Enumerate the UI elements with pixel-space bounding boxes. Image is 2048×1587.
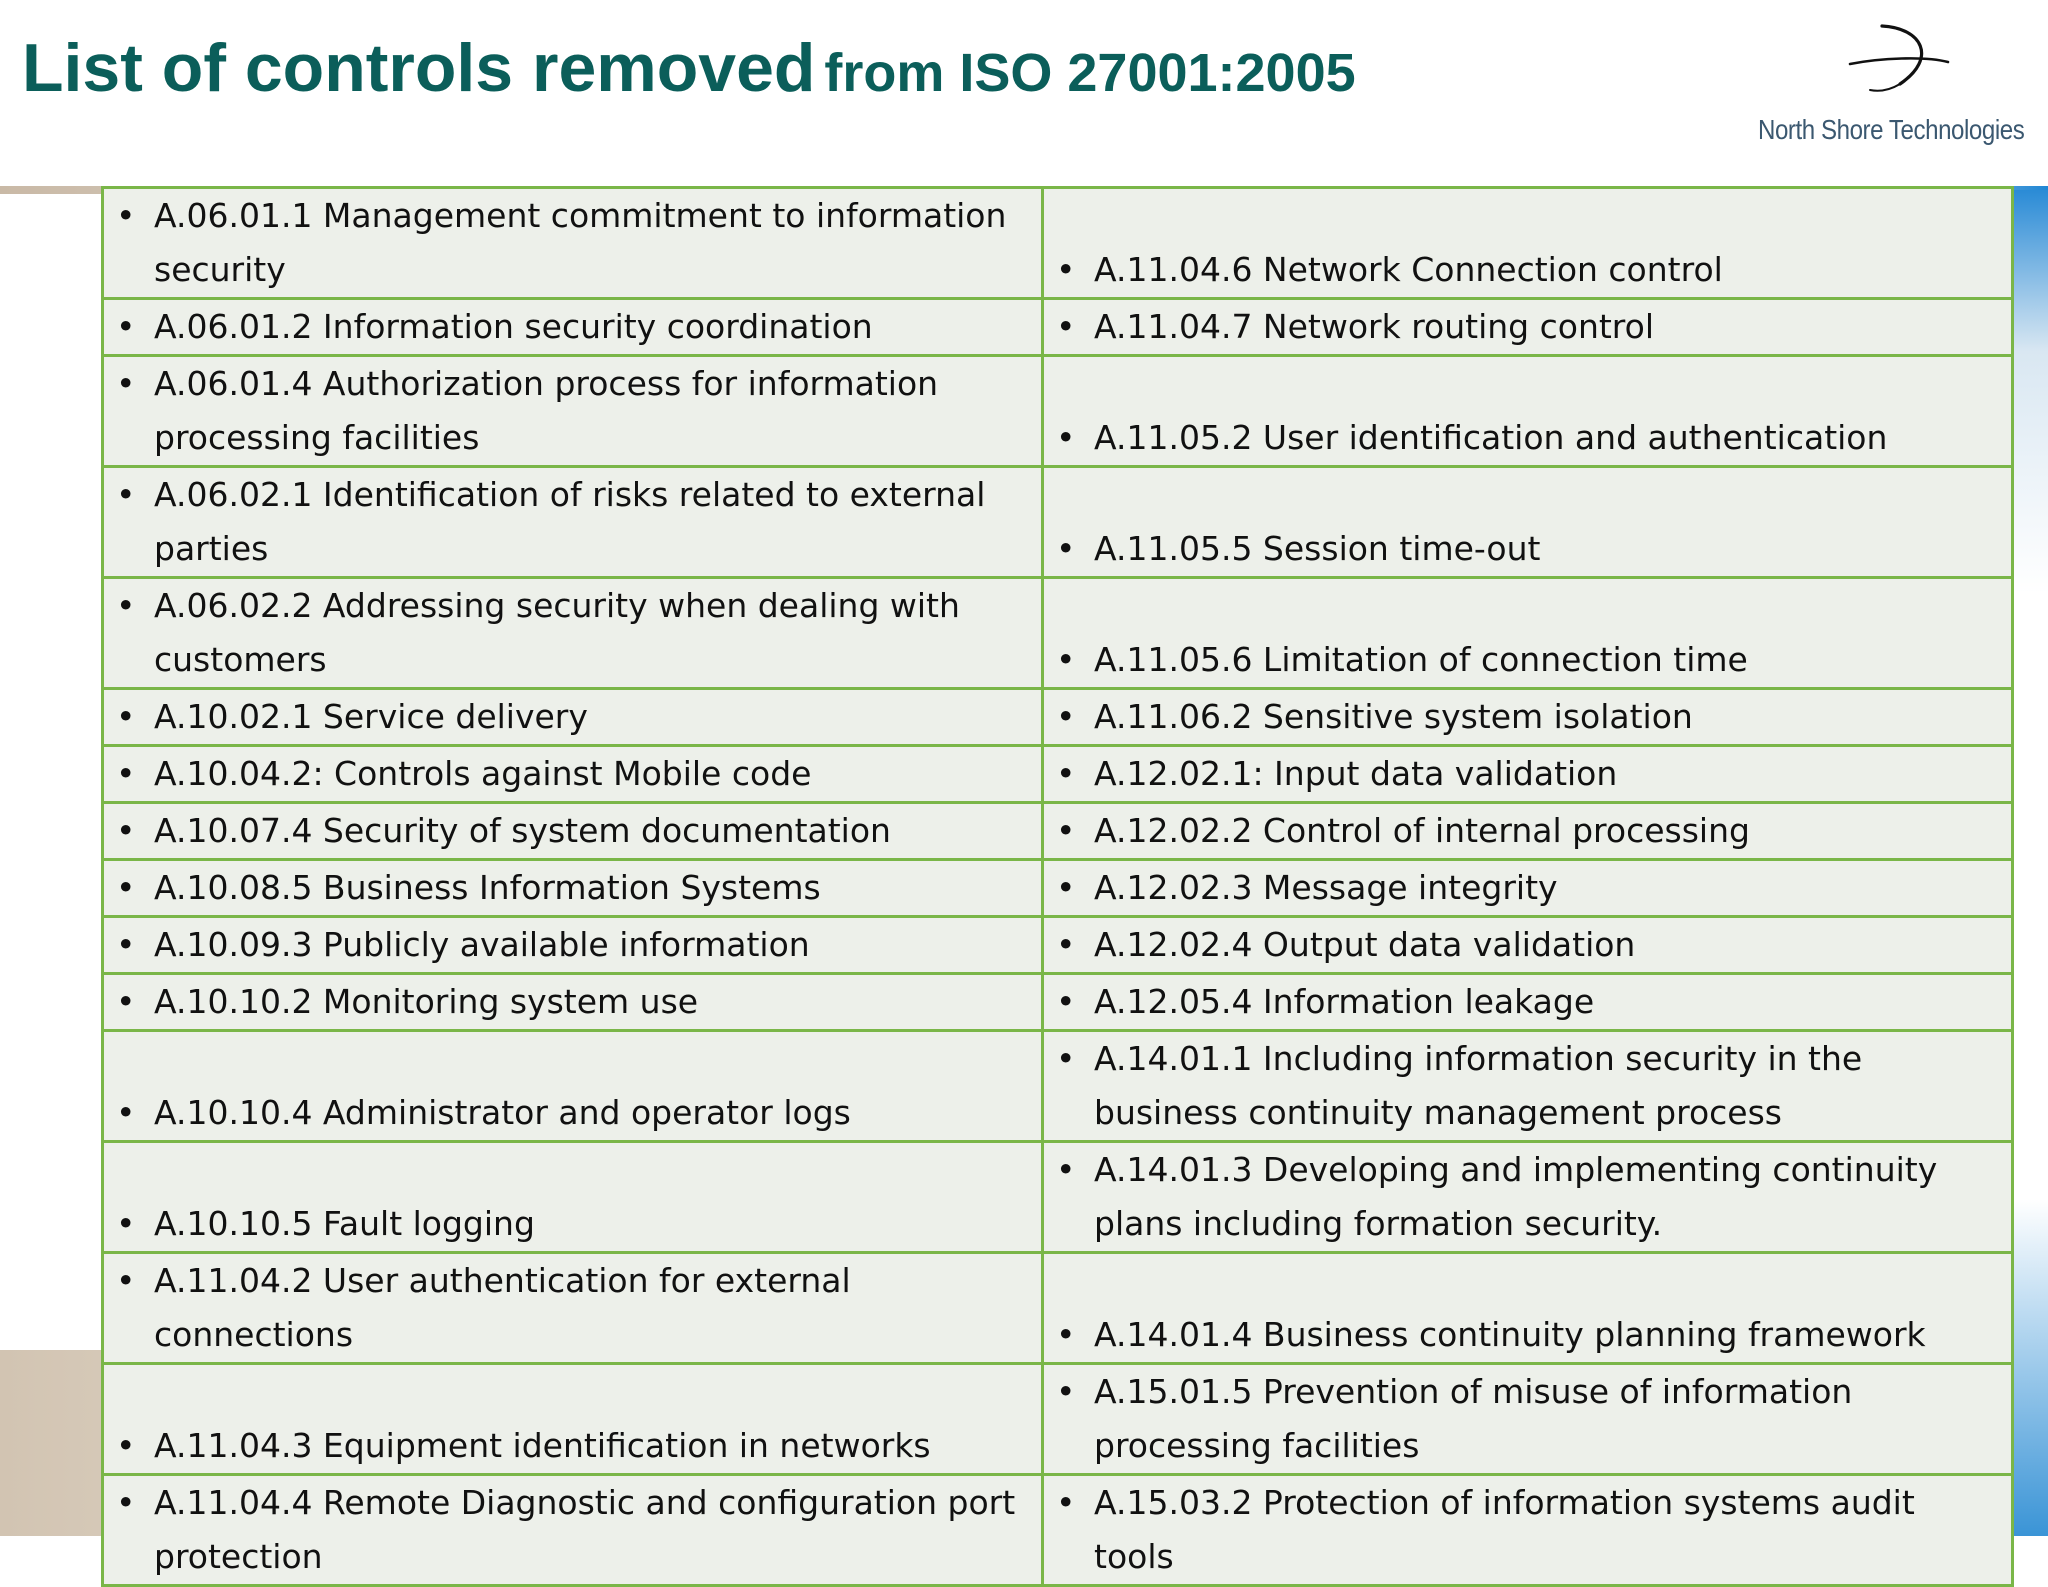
control-item: • A.12.02.3 Message integrity (1044, 861, 2011, 915)
table-cell-right (1043, 578, 2013, 689)
control-item: • A.06.02.2 Addressing security when dealing with customers (104, 579, 1041, 687)
control-item: • A.06.01.4 Authorization process for information processing facilities (104, 357, 1041, 465)
company-logo-text: North Shore Technologies (1758, 114, 2025, 145)
control-item: • A.12.02.1: Input data validation (1044, 747, 2011, 801)
control-item: • A.06.01.2 Information security coordination (104, 300, 1041, 354)
table-cell-right (1043, 1364, 2013, 1475)
table-row (103, 467, 2013, 578)
table-cell-left (103, 299, 1043, 356)
control-item: • A.14.01.1 Including information security in the business continuity management process (1044, 1032, 2011, 1140)
control-item: • A.11.06.2 Sensitive system isolation (1044, 690, 2011, 744)
table-cell-left (103, 917, 1043, 974)
control-item: • A.12.02.4 Output data validation (1044, 918, 2011, 972)
control-item: • A.10.10.5 Fault logging (104, 1197, 1041, 1251)
table-row (103, 1253, 2013, 1364)
table-cell-left (103, 860, 1043, 917)
table-row (103, 860, 2013, 917)
table-row (103, 746, 2013, 803)
control-item: • A.12.02.2 Control of internal processing (1044, 804, 2011, 858)
table-row (103, 803, 2013, 860)
table-row (103, 578, 2013, 689)
control-item: • A.14.01.3 Developing and implementing continuity plans including formation security. (1044, 1143, 2011, 1251)
control-item: • A.12.05.4 Information leakage (1044, 975, 2011, 1029)
table-cell-right (1043, 299, 2013, 356)
slide-title-main: List of controls removed (22, 30, 816, 106)
swoosh-logo-icon (1830, 18, 1960, 118)
table-cell-left (103, 1475, 1043, 1586)
controls-table-container (101, 186, 2005, 1587)
table-cell-left (103, 974, 1043, 1031)
table-cell-left (103, 1142, 1043, 1253)
control-item: • A.11.05.2 User identification and authentication (1044, 411, 2011, 465)
control-item: • A.10.02.1 Service delivery (104, 690, 1041, 744)
control-item: • A.11.04.4 Remote Diagnostic and configuration port protection (104, 1476, 1041, 1584)
table-cell-right (1043, 689, 2013, 746)
table-cell-left (103, 467, 1043, 578)
table-row (103, 689, 2013, 746)
table-row (103, 974, 2013, 1031)
table-cell-left (103, 689, 1043, 746)
table-row (103, 299, 2013, 356)
control-item: • A.14.01.4 Business continuity planning framework (1044, 1308, 2011, 1362)
table-cell-right (1043, 974, 2013, 1031)
control-item: • A.11.04.2 User authentication for external connections (104, 1254, 1041, 1362)
control-item: • A.11.04.6 Network Connection control (1044, 243, 2011, 297)
control-item: • A.10.07.4 Security of system documentation (104, 804, 1041, 858)
table-cell-right (1043, 1475, 2013, 1586)
control-item: • A.11.04.3 Equipment identification in networks (104, 1419, 1041, 1473)
control-item: • A.15.01.5 Prevention of misuse of information processing facilities (1044, 1365, 2011, 1473)
controls-table-body (103, 188, 2013, 1586)
table-cell-right (1043, 1031, 2013, 1142)
table-cell-left (103, 1253, 1043, 1364)
table-cell-left (103, 356, 1043, 467)
table-row (103, 917, 2013, 974)
control-item: • A.11.04.7 Network routing control (1044, 300, 2011, 354)
table-cell-right (1043, 467, 2013, 578)
table-cell-left (103, 578, 1043, 689)
table-row (103, 1031, 2013, 1142)
control-item: • A.06.02.1 Identification of risks related to external parties (104, 468, 1041, 576)
table-cell-right (1043, 1142, 2013, 1253)
table-row (103, 1364, 2013, 1475)
control-item: • A.10.10.2 Monitoring system use (104, 975, 1041, 1029)
control-item: • A.10.08.5 Business Information Systems (104, 861, 1041, 915)
controls-table (101, 186, 2014, 1587)
table-cell-left (103, 1364, 1043, 1475)
slide-title-sub: from ISO 27001:2005 (824, 43, 1356, 103)
table-cell-left (103, 188, 1043, 299)
table-cell-right (1043, 356, 2013, 467)
control-item: • A.10.10.4 Administrator and operator logs (104, 1086, 1041, 1140)
table-cell-right (1043, 746, 2013, 803)
table-cell-right (1043, 917, 2013, 974)
table-cell-left (103, 746, 1043, 803)
company-logo (1750, 18, 2030, 158)
table-row (103, 1475, 2013, 1586)
table-row (103, 188, 2013, 299)
control-item: • A.11.05.6 Limitation of connection time (1044, 633, 2011, 687)
table-cell-left (103, 803, 1043, 860)
table-row (103, 356, 2013, 467)
table-cell-right (1043, 860, 2013, 917)
table-cell-right (1043, 1253, 2013, 1364)
slide-title (22, 30, 1356, 106)
table-row (103, 1142, 2013, 1253)
control-item: • A.10.04.2: Controls against Mobile code (104, 747, 1041, 801)
table-cell-right (1043, 803, 2013, 860)
table-cell-right (1043, 188, 2013, 299)
control-item: • A.11.05.5 Session time-out (1044, 522, 2011, 576)
control-item: • A.10.09.3 Publicly available information (104, 918, 1041, 972)
control-item: • A.06.01.1 Management commitment to information security (104, 189, 1041, 297)
control-item: • A.15.03.2 Protection of information systems audit tools (1044, 1476, 2011, 1584)
table-cell-left (103, 1031, 1043, 1142)
